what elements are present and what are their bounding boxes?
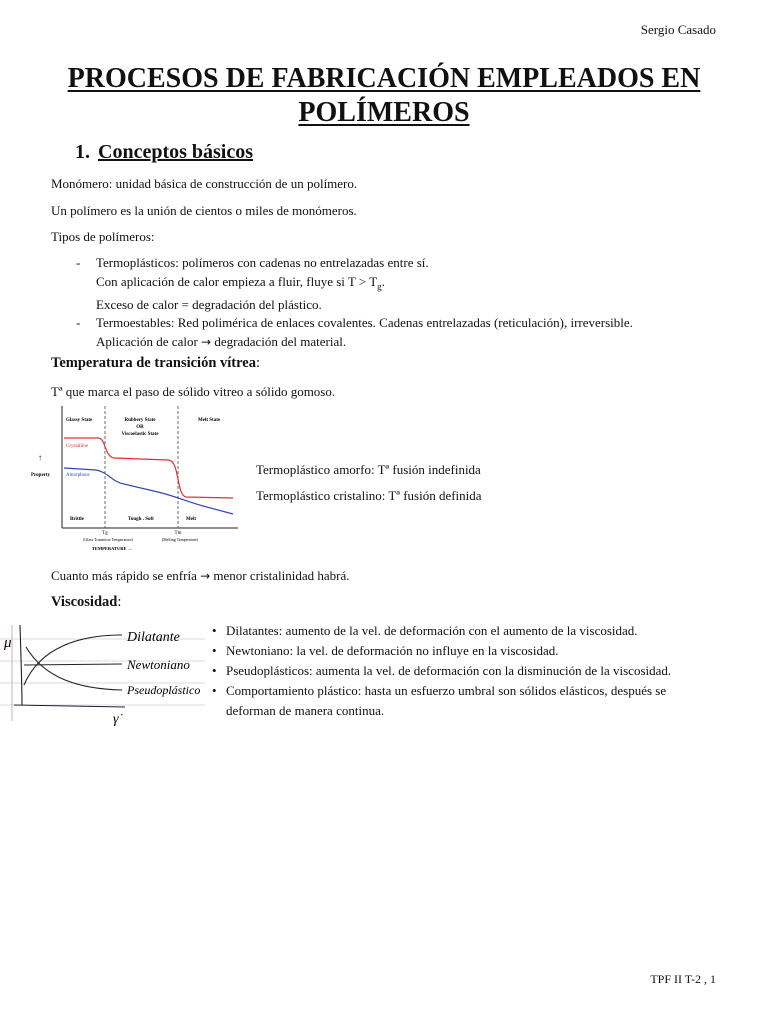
paragraph-cooling: Cuanto más rápido se enfría → menor cristalinidad habrá. bbox=[51, 568, 350, 583]
tg-subscript: g bbox=[377, 281, 382, 292]
list-item-pseudoplasticos: • Pseudoplásticos: aumenta la vel. de deformación con la disminución de la viscosidad. bbox=[212, 661, 671, 681]
list-item-newtoniano: • Newtoniano: la vel. de deformación no influye en la viscosidad. bbox=[212, 641, 671, 661]
viscosity-sketch bbox=[0, 617, 210, 729]
heading-viscosidad: Viscosidad: bbox=[51, 594, 122, 610]
newtoniano-sketch-label: Newtoniano bbox=[127, 657, 190, 672]
shear-rate-symbol: γ̇ bbox=[113, 712, 119, 727]
state-viscoelastic-label: Viscoelastic State bbox=[121, 432, 159, 437]
state-glassy-label: Glassy State bbox=[66, 418, 93, 423]
pseudoplastico-sketch-label: Pseudoplástico bbox=[127, 683, 201, 697]
author-name: Sergio Casado bbox=[640, 22, 716, 37]
state-rubbery-or: OR bbox=[136, 425, 144, 430]
bullet-dot: • bbox=[212, 663, 217, 678]
section-number: 1. bbox=[75, 141, 90, 163]
tm-description: (Melting Temperature) bbox=[161, 537, 199, 542]
sketch-y-axis bbox=[20, 625, 22, 705]
property-arrow-icon: ↑ bbox=[38, 453, 42, 462]
state-melt-label: Melt State bbox=[198, 418, 221, 423]
termoplasticos-line-2: Con aplicación de calor empieza a fluir, fluye si $T > T_g$. bbox=[96, 273, 385, 292]
list-item-dilatantes: • Dilatantes: aumento de la vel. de deformación con el aumento de la viscosidad. bbox=[212, 621, 671, 641]
paragraph-tipos: Tipos de polímeros: bbox=[51, 229, 155, 244]
viscosity-list bbox=[212, 621, 671, 721]
amorphous-label: Amorphous bbox=[66, 473, 90, 478]
dash-bullet: - bbox=[76, 255, 81, 270]
title-line-1: PROCESOS DE FABRICACIÓN EMPLEADOS EN bbox=[67, 63, 701, 94]
bullet-dot: • bbox=[212, 643, 217, 658]
paragraph-glass-transition: Tª que marca el paso de sólido vitreo a sólido gomoso. bbox=[51, 384, 336, 399]
page-footer: TPF II T-2 , 1 bbox=[650, 972, 716, 986]
right-arrow-icon: → bbox=[200, 569, 211, 583]
pseudoplastico-curve bbox=[26, 647, 122, 690]
tg-description: (Glass Transition Temperature) bbox=[83, 537, 133, 542]
right-arrow-icon: → bbox=[201, 334, 212, 349]
dilatante-sketch-label: Dilatante bbox=[127, 630, 180, 645]
section-title: Conceptos básicos bbox=[98, 141, 254, 163]
list-item-termoestables bbox=[76, 314, 633, 333]
viscosity-symbol: μ bbox=[4, 635, 12, 651]
polymer-types-list bbox=[76, 254, 633, 351]
list-item-termoplasticos bbox=[76, 254, 633, 273]
list-item-plastico: • Comportamiento plástico: hasta un esfuerzo umbral son sólidos elásticos, después se bbox=[212, 681, 671, 701]
melt-label: Melt bbox=[186, 517, 196, 522]
state-rubbery-label: Rubbery State bbox=[124, 418, 156, 423]
tough-soft-label: Tough . Soft bbox=[128, 517, 154, 522]
list-item-plastico-continuation: deforman de manera continua. bbox=[226, 703, 385, 718]
y-axis-label: Property bbox=[31, 473, 51, 478]
x-axis-label: TEMPERATURE → bbox=[91, 546, 133, 551]
tm-tick-label: Tm bbox=[174, 531, 182, 536]
title-line-2: POLÍMEROS bbox=[298, 97, 470, 128]
bullet-dot: • bbox=[212, 683, 217, 698]
newtoniano-curve bbox=[24, 664, 122, 665]
paragraph-polimero: Un polímero es la unión de cientos o miles de monómeros. bbox=[51, 203, 357, 218]
bullet-dot: • bbox=[212, 623, 217, 638]
glass-transition-diagram bbox=[28, 402, 243, 554]
dilatante-curve bbox=[24, 635, 122, 685]
heading-glass-transition: Temperatura de transición vítrea: bbox=[51, 355, 261, 371]
label-termoplastico-cristalino: Termoplástico cristalino: Tª fusión definida bbox=[256, 488, 482, 503]
brittle-label: Brittle bbox=[70, 517, 84, 522]
tg-tick-label: Tg bbox=[102, 531, 108, 536]
termoestables-line-1: Termoestables: Red polimérica de enlaces covalentes. Cadenas entrelazadas (reticulación), irreversible. bbox=[96, 315, 633, 331]
section-heading-conceptos bbox=[75, 141, 253, 164]
document-title bbox=[0, 62, 768, 130]
termoplasticos-line-3: Exceso de calor = degradación del plástico. bbox=[96, 296, 322, 312]
termoestables-line-2: Aplicación de calor → degradación del material. bbox=[96, 333, 347, 349]
termoplasticos-line-1: Termoplásticos: polímeros con cadenas no entrelazadas entre sí. bbox=[96, 255, 429, 270]
crystalline-curve bbox=[64, 438, 233, 498]
label-termoplastico-amorfo: Termoplástico amorfo: Tª fusión indefinida bbox=[256, 462, 481, 477]
crystalline-label: Crystalline bbox=[66, 444, 88, 449]
paragraph-monomero: Monómero: unidad básica de construcción de un polímero. bbox=[51, 176, 358, 191]
dash-bullet: - bbox=[76, 315, 81, 331]
